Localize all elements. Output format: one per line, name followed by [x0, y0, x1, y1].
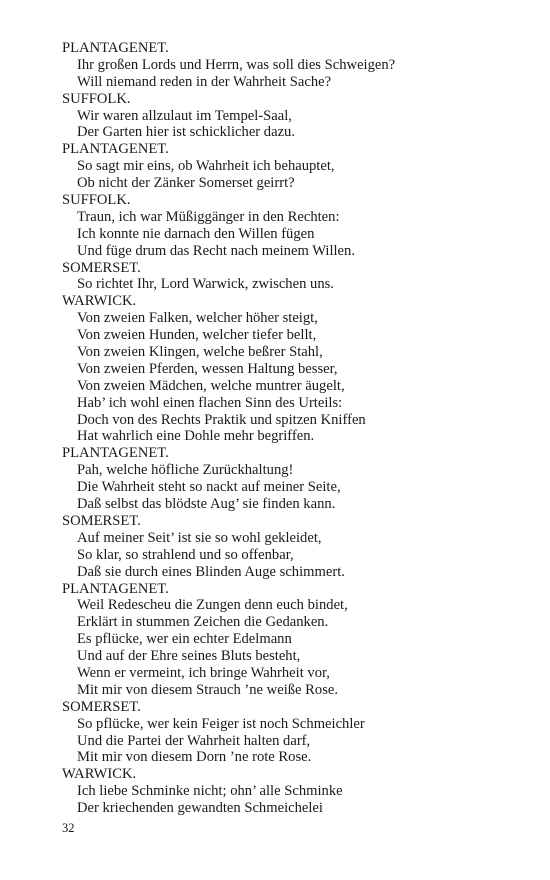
verse-line: Daß selbst das blödste Aug’ sie finden kann. [77, 496, 336, 513]
speaker-name: SUFFOLK. [62, 192, 131, 209]
verse-line: Will niemand reden in der Wahrheit Sache? [77, 73, 332, 90]
verse-line: Hat wahrlich eine Dohle mehr begriffen. [77, 428, 315, 445]
verse-line: Und füge drum das Recht nach meinem Willen. [77, 242, 355, 259]
speaker-name: WARWICK. [62, 293, 137, 310]
speaker-name: WARWICK. [62, 766, 137, 783]
speaker-name: SOMERSET. [62, 259, 141, 276]
speaker-name: SUFFOLK. [62, 90, 131, 107]
verse-line: Auf meiner Seit’ ist sie so wohl gekleidet, [77, 529, 322, 546]
speaker-name: PLANTAGENET. [62, 445, 169, 462]
verse-line: Von zweien Hunden, welcher tiefer bellt, [77, 327, 317, 344]
verse-line: Von zweien Falken, welcher höher steigt, [77, 310, 318, 327]
verse-line: Ich konnte nie darnach den Willen fügen [77, 225, 315, 242]
verse-line: Ich liebe Schminke nicht; ohn’ alle Schminke [77, 783, 343, 800]
verse-line: Die Wahrheit steht so nackt auf meiner Seite, [77, 479, 341, 496]
verse-line: Doch von des Rechts Praktik und spitzen Kniffen [77, 411, 366, 428]
verse-line: Traun, ich war Müßiggänger in den Rechten: [77, 208, 340, 225]
verse-line: Der kriechenden gewandten Schmeichelei [77, 800, 323, 817]
speaker-name: SOMERSET. [62, 512, 141, 529]
speaker-name: SOMERSET. [62, 698, 141, 715]
verse-line: Erklärt in stummen Zeichen die Gedanken. [77, 614, 329, 631]
verse-line: Von zweien Pferden, wessen Haltung besser, [77, 360, 338, 377]
verse-line: Und auf der Ehre seines Bluts besteht, [77, 648, 301, 665]
verse-line: So sagt mir eins, ob Wahrheit ich behauptet, [77, 158, 335, 175]
verse-line: So klar, so strahlend und so offenbar, [77, 546, 294, 563]
verse-line: Wir waren allzulaut im Tempel-Saal, [77, 107, 292, 124]
play-text [62, 40, 532, 817]
verse-line: Weil Redescheu die Zungen denn euch bindet, [77, 597, 348, 614]
verse-line: Mit mir von diesem Dorn ’ne rote Rose. [77, 749, 312, 766]
verse-line: So richtet Ihr, Lord Warwick, zwischen uns. [77, 276, 334, 293]
speaker-name: PLANTAGENET. [62, 141, 169, 158]
verse-line: Daß sie durch eines Blinden Auge schimmert. [77, 563, 345, 580]
speaker-name: PLANTAGENET. [62, 40, 169, 56]
verse-line: Pah, welche höfliche Zurückhaltung! [77, 462, 294, 479]
verse-line: Von zweien Mädchen, welche muntrer äugelt, [77, 377, 345, 394]
speaker-name: PLANTAGENET. [62, 580, 169, 597]
verse-line: Ihr großen Lords und Herrn, was soll dies Schweigen? [77, 56, 396, 73]
verse-line: Mit mir von diesem Strauch ’ne weiße Rose. [77, 681, 339, 698]
verse-line: Der Garten hier ist schicklicher dazu. [77, 124, 296, 141]
verse-line: Wenn er vermeint, ich bringe Wahrheit vor, [77, 664, 330, 681]
page-number: 32 [62, 821, 75, 835]
verse-line: Hab’ ich wohl einen flachen Sinn des Urteils: [77, 394, 343, 411]
verse-line: So pflücke, wer kein Feiger ist noch Schmeichler [77, 715, 365, 732]
verse-line: Von zweien Klingen, welche beßrer Stahl, [77, 344, 323, 361]
verse-line: Es pflücke, wer ein echter Edelmann [77, 631, 292, 648]
verse-line: Ob nicht der Zänker Somerset geirrt? [77, 175, 295, 192]
verse-line: Und die Partei der Wahrheit halten darf, [77, 732, 311, 749]
